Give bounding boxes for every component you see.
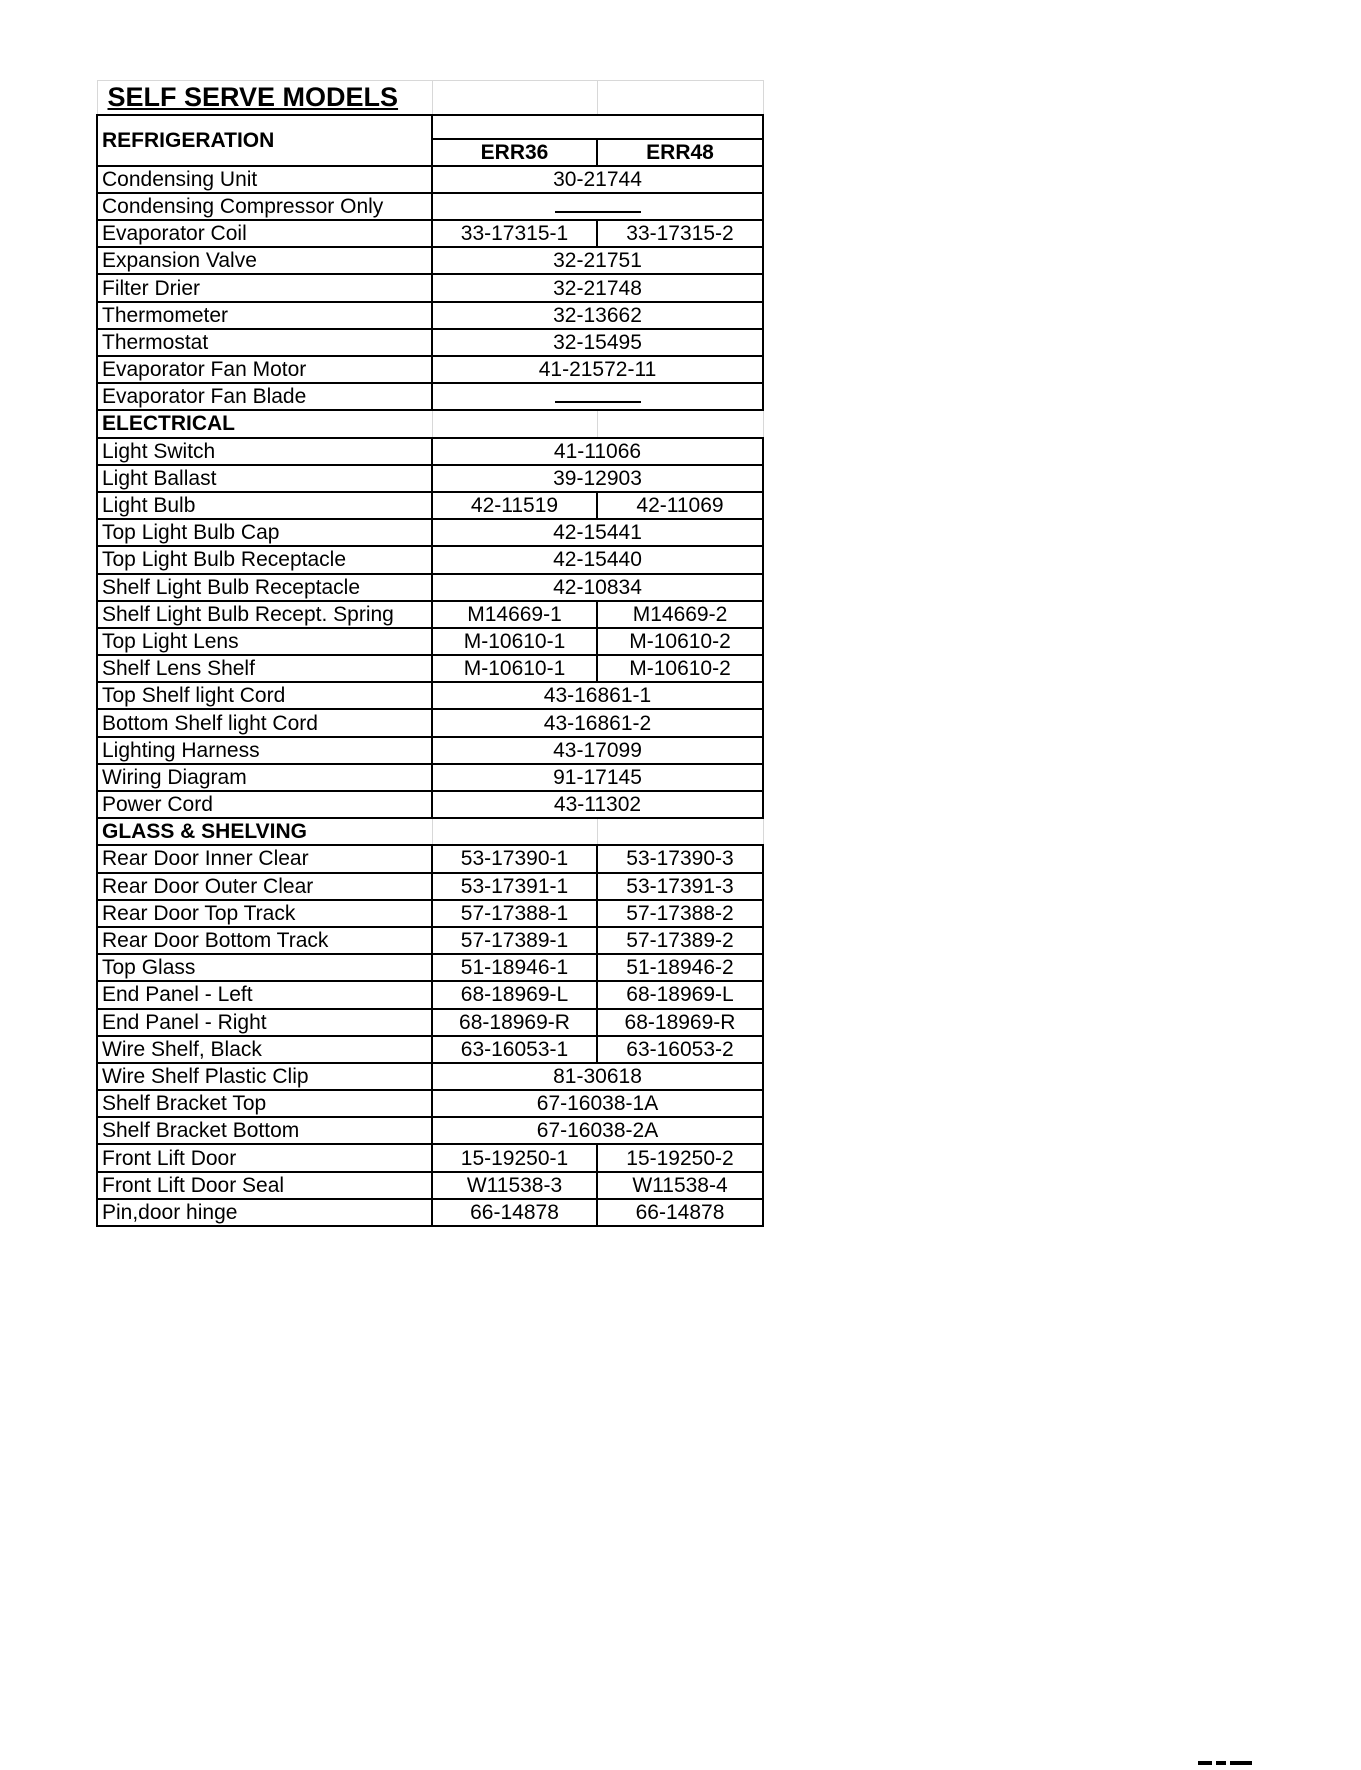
table-row: [97, 1009, 763, 1036]
table-row: [97, 601, 763, 628]
part-label: Top Light Bulb Cap: [97, 519, 432, 546]
part-number-both: 42-15440: [432, 546, 763, 573]
part-number-both: 41-11066: [432, 438, 763, 465]
part-number-err36: 68-18969-R: [432, 1009, 597, 1036]
part-number-both: 30-21744: [432, 166, 763, 193]
table-row: [97, 274, 763, 301]
part-number-err48: 68-18969-L: [597, 981, 763, 1008]
table-row: [97, 1063, 763, 1090]
part-number-err36: W11538-3: [432, 1172, 597, 1199]
table-row: [97, 981, 763, 1008]
part-number-err48: M14669-2: [597, 601, 763, 628]
part-number-err36: 57-17389-1: [432, 927, 597, 954]
part-number-both: 32-15495: [432, 329, 763, 356]
part-label: Evaporator Coil: [97, 220, 432, 247]
part-number-err48: 53-17390-3: [597, 845, 763, 872]
table-row: [97, 519, 763, 546]
part-number-both: 67-16038-2A: [432, 1117, 763, 1144]
table-row: [97, 329, 763, 356]
part-number-err36: 15-19250-1: [432, 1144, 597, 1171]
part-number-err36: 68-18969-L: [432, 981, 597, 1008]
part-label: Condensing Compressor Only: [97, 193, 432, 220]
section-title: GLASS & SHELVING: [102, 820, 307, 844]
part-label: End Panel - Left: [97, 981, 432, 1008]
part-number-err48: M-10610-2: [597, 628, 763, 655]
table-row: [97, 1117, 763, 1144]
table-row: [97, 900, 763, 927]
table-row: [97, 383, 763, 410]
blank-line: [555, 389, 641, 403]
part-number-err36: 33-17315-1: [432, 220, 597, 247]
table-row: [97, 1199, 763, 1226]
part-label: Expansion Valve: [97, 247, 432, 274]
table-row: [97, 737, 763, 764]
part-number-both: 43-16861-1: [432, 682, 763, 709]
part-number-both: 32-21748: [432, 274, 763, 301]
table-row: [97, 954, 763, 981]
part-number-both: 32-21751: [432, 247, 763, 274]
parts-list-sheet: [96, 80, 762, 1227]
part-label: Rear Door Inner Clear: [97, 845, 432, 872]
part-label: Light Ballast: [97, 465, 432, 492]
part-label: Bottom Shelf light Cord: [97, 709, 432, 736]
table-row: [97, 709, 763, 736]
part-label: Evaporator Fan Motor: [97, 356, 432, 383]
table-row: [97, 492, 763, 519]
part-label: Rear Door Top Track: [97, 900, 432, 927]
part-label: Shelf Light Bulb Recept. Spring: [97, 601, 432, 628]
part-number-err36: M14669-1: [432, 601, 597, 628]
part-number-both: 42-15441: [432, 519, 763, 546]
section-header-row: [97, 115, 763, 139]
part-label: Filter Drier: [97, 274, 432, 301]
part-number-both: 43-17099: [432, 737, 763, 764]
title-row: [97, 81, 763, 115]
table-row: [97, 356, 763, 383]
part-number-err36: M-10610-1: [432, 628, 597, 655]
part-number-both: 43-16861-2: [432, 709, 763, 736]
table-row: [97, 1144, 763, 1171]
section-header-blank: [597, 818, 763, 845]
part-number-err48: 68-18969-R: [597, 1009, 763, 1036]
part-number-err36: 53-17390-1: [432, 845, 597, 872]
table-row: [97, 764, 763, 791]
part-number-err48: 51-18946-2: [597, 954, 763, 981]
part-number-both: 41-21572-11: [432, 356, 763, 383]
page-title: SELF SERVE MODELS: [107, 81, 399, 112]
table-row: [97, 574, 763, 601]
table-row: [97, 438, 763, 465]
section-header-blank: [432, 410, 597, 437]
table-row: [97, 628, 763, 655]
part-label: Rear Door Outer Clear: [97, 873, 432, 900]
part-number-err48: 57-17389-2: [597, 927, 763, 954]
part-label: Front Lift Door: [97, 1144, 432, 1171]
table-row: [97, 791, 763, 818]
part-number-blank: [432, 383, 763, 410]
table-row: [97, 166, 763, 193]
part-number-both: 32-13662: [432, 302, 763, 329]
part-number-err48: 42-11069: [597, 492, 763, 519]
table-row: [97, 465, 763, 492]
part-number-err48: W11538-4: [597, 1172, 763, 1199]
part-number-blank: [432, 193, 763, 220]
section-header-row: [97, 410, 763, 437]
part-label: Lighting Harness: [97, 737, 432, 764]
part-number-both: 42-10834: [432, 574, 763, 601]
part-number-err36: 57-17388-1: [432, 900, 597, 927]
model-header-err48: ERR48: [597, 139, 763, 166]
part-label: Shelf Lens Shelf: [97, 655, 432, 682]
section-header-cell: [97, 818, 432, 845]
part-label: Evaporator Fan Blade: [97, 383, 432, 410]
part-label: Light Bulb: [97, 492, 432, 519]
table-row: [97, 1172, 763, 1199]
title-cell: [97, 81, 432, 115]
part-label: Rear Door Bottom Track: [97, 927, 432, 954]
part-label: Wire Shelf, Black: [97, 1036, 432, 1063]
part-label: Front Lift Door Seal: [97, 1172, 432, 1199]
part-label: Shelf Light Bulb Receptacle: [97, 574, 432, 601]
part-label: Pin,door hinge: [97, 1199, 432, 1226]
part-label: Wire Shelf Plastic Clip: [97, 1063, 432, 1090]
table-row: [97, 1036, 763, 1063]
part-label: Wiring Diagram: [97, 764, 432, 791]
section-header-cell: [97, 410, 432, 437]
part-label: Top Light Bulb Receptacle: [97, 546, 432, 573]
part-label: Thermostat: [97, 329, 432, 356]
section-title: REFRIGERATION: [102, 128, 275, 152]
part-label: Shelf Bracket Bottom: [97, 1117, 432, 1144]
table-row: [97, 682, 763, 709]
footer-mark: [1198, 1752, 1278, 1758]
part-number-err36: 63-16053-1: [432, 1036, 597, 1063]
table-row: [97, 193, 763, 220]
part-number-err48: 33-17315-2: [597, 220, 763, 247]
part-number-both: 91-17145: [432, 764, 763, 791]
section-header-cell: [97, 115, 432, 166]
section-title: ELECTRICAL: [102, 412, 235, 436]
model-header-spacer: [432, 115, 763, 139]
part-number-err36: 66-14878: [432, 1199, 597, 1226]
part-number-err48: 66-14878: [597, 1199, 763, 1226]
section-header-blank: [432, 818, 597, 845]
part-label: Shelf Bracket Top: [97, 1090, 432, 1117]
part-number-both: 39-12903: [432, 465, 763, 492]
table-row: [97, 1090, 763, 1117]
part-label: Top Glass: [97, 954, 432, 981]
part-label: End Panel - Right: [97, 1009, 432, 1036]
part-label: Top Light Lens: [97, 628, 432, 655]
table-row: [97, 655, 763, 682]
table-row: [97, 546, 763, 573]
part-label: Thermometer: [97, 302, 432, 329]
parts-table: [96, 80, 764, 1227]
table-row: [97, 302, 763, 329]
section-header-row: [97, 818, 763, 845]
part-number-err48: 57-17388-2: [597, 900, 763, 927]
part-number-err36: 51-18946-1: [432, 954, 597, 981]
part-number-both: 67-16038-1A: [432, 1090, 763, 1117]
part-number-err48: 15-19250-2: [597, 1144, 763, 1171]
part-number-err48: 53-17391-3: [597, 873, 763, 900]
table-row: [97, 927, 763, 954]
part-number-err36: 53-17391-1: [432, 873, 597, 900]
part-number-err36: M-10610-1: [432, 655, 597, 682]
section-header-blank: [597, 410, 763, 437]
part-number-both: 81-30618: [432, 1063, 763, 1090]
model-header-err36: ERR36: [432, 139, 597, 166]
table-row: [97, 220, 763, 247]
table-row: [97, 845, 763, 872]
table-row: [97, 247, 763, 274]
part-label: Power Cord: [97, 791, 432, 818]
table-row: [97, 873, 763, 900]
part-number-err36: 42-11519: [432, 492, 597, 519]
part-number-both: 43-11302: [432, 791, 763, 818]
part-label: Top Shelf light Cord: [97, 682, 432, 709]
blank-line: [555, 199, 641, 213]
part-label: Light Switch: [97, 438, 432, 465]
part-number-err48: 63-16053-2: [597, 1036, 763, 1063]
part-label: Condensing Unit: [97, 166, 432, 193]
part-number-err48: M-10610-2: [597, 655, 763, 682]
